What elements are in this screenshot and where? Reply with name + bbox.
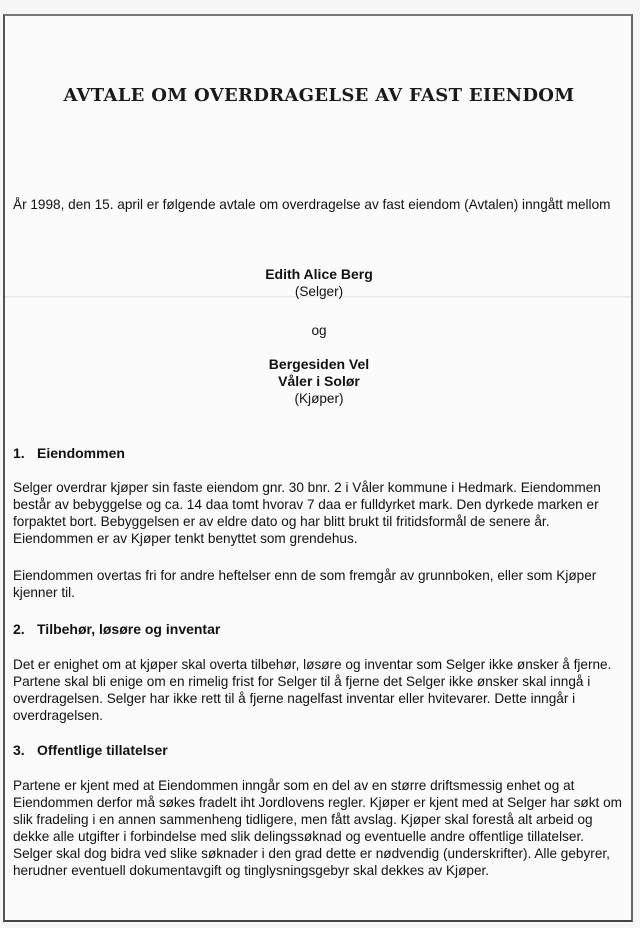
buyer-location: Våler i Solør — [278, 373, 360, 389]
section-title: Eiendommen — [37, 445, 125, 461]
section-number: 1. — [13, 445, 25, 461]
seller-block — [13, 266, 625, 300]
conjunction: og — [311, 323, 327, 338]
seller-name: Edith Alice Berg — [265, 266, 373, 282]
section-1-paragraph-2: Eiendommen overtas fri for andre heftelser enn de som fremgår av grunnboken, eller som Kjøper kjenner til. — [13, 568, 597, 600]
buyer-name: Bergesiden Vel — [268, 356, 370, 372]
section-1-paragraph-1: Selger overdrar kjøper sin faste eiendom gnr. 30 bnr. 2 i Våler kommune i Hedmark. Eiendommen består av bebyggelse og ca. 14 daa tomt hvorav 7 daa er fulldyrket mark. Den dyrkede marken er forpaktet bort. Bebyggelsen er av eldre dato og har blitt brukt til fritidsformål de senere år. Eiendommen er av Kjøper tenkt benyttet som grendehus. — [13, 480, 601, 546]
section-number: 2. — [13, 621, 25, 637]
section-title: Tilbehør, løsøre og inventar — [37, 621, 221, 637]
buyer-block — [13, 356, 625, 407]
section-heading-3 — [13, 742, 168, 759]
section-heading-2 — [13, 621, 220, 638]
seller-role: (Selger) — [294, 284, 344, 299]
section-heading-1 — [13, 445, 125, 462]
section-2-paragraph-1: Det er enighet om at kjøper skal overta tilbehør, løsøre og inventar som Selger ikke ønsker å fjerne. Partene skal bli enige om en rimelig frist for Selger til å fjerne det Selger ikke ønsker skal inngå i overdragelsen. Selger har ikke rett til å fjerne nagelfast inventar eller hvitevarer. Dette inngår i overdragelsen. — [13, 657, 612, 723]
intro-paragraph: År 1998, den 15. april er følgende avtale om overdragelse av fast eiendom (Avtalen) inngått mellom — [13, 197, 611, 212]
section-number: 3. — [13, 742, 25, 758]
document-title: AVTALE OM OVERDRAGELSE AV FAST EIENDOM — [63, 85, 575, 106]
section-3-paragraph-1: Partene er kjent med at Eiendommen inngår som en del av en større driftsmessig enhet og at Eiendommen derfor må søkes fradelt iht Jordlovens regler. Kjøper er kjent med at Selger har søkt om slik fradeling i en annen sammenheng tidligere, men fått avslag. Kjøper skal forestå alt arbeid og dekke alle utgifter i forbindelse med slik delingssøknad og eventuelle andre offentlige tillatelser. Selger skal dog bidra ved slike søknader i den grad dette er nødvendig (underskrifter). Alle gebyrer, herudner eventuell dokumentavgift og tinglysningsgebyr skal dekkes av Kjøper. — [13, 778, 622, 878]
buyer-role: (Kjøper) — [294, 391, 344, 406]
section-title: Offentlige tillatelser — [37, 742, 168, 758]
